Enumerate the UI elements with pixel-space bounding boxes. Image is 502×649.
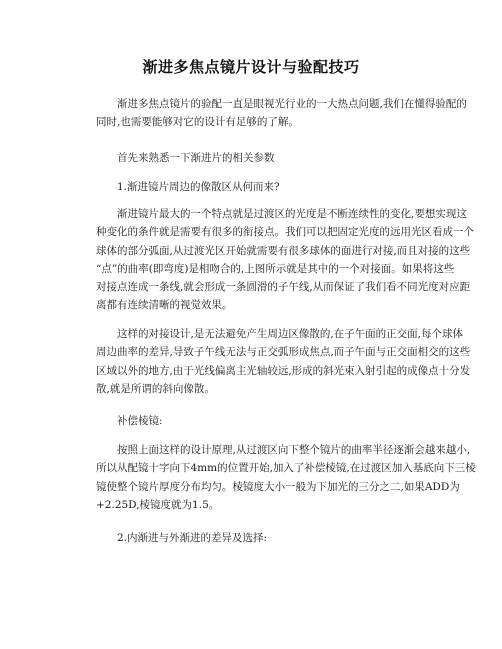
prism-heading: 补偿棱镜: (117, 415, 163, 427)
document-title: 渐进多焦点镜片设计与验配技巧 (142, 58, 360, 76)
paragraph-line: 种变化的条件就是需要有很多的衔接点。我们可以把固定光度的远用光区看成一个 (96, 226, 474, 239)
paragraph-line: 区域以外的地方,由于光线偏离主光轴较远,形成的斜光束入射引起的成像点十分发 (96, 364, 471, 377)
paragraph-line: 周边曲率的差异,导致子午线无法与正交弧形成焦点,而子午面与正交面相交的这些 (96, 346, 471, 359)
paragraph-line: 按照上面这样的设计原理,从过渡区向下整个镜片的曲率半径逐渐会越来越小, (117, 444, 471, 456)
intro-paragraph (96, 95, 467, 132)
paragraph-1 (96, 205, 474, 315)
paragraph-2 (96, 325, 471, 398)
paragraph-line: 这样的对接设计,是无法避免产生周边区像散的,在子午面的正交面,每个球体 (117, 328, 464, 340)
paragraph-line: 渐进镜片最大的一个特点就是过渡区的光度是不断连续性的变化,要想实现这 (117, 208, 467, 220)
intro-line: 同时,也需要能够对它的设计有足够的了解。 (96, 116, 299, 129)
paragraph-line: 散,就是所谓的斜向像散。 (96, 382, 215, 395)
paragraph-3 (96, 441, 476, 514)
intro-line: 渐进多焦点镜片的验配一直是眼视光行业的一大热点问题,我们在懂得验配的 (117, 98, 467, 110)
paragraph-line: 镜使整个镜片厚度分布均匀。棱镜度大小一般为下加光的三分之二,如果ADD为 (96, 480, 460, 493)
paragraph-line: 所以从配镜十字向下4mm的位置开始,加入了补偿棱镜,在过渡区加入基底向下三棱 (96, 462, 476, 475)
question-1-heading: 1.渐进镜片周边的像散区从何而来? (117, 181, 280, 193)
paragraph-line: “点”的曲率(即弯度)是相吻合的,上图所示就是其中的一个对接面。如果将这些 (96, 262, 455, 275)
question-2-heading: 2.内渐进与外渐进的差异及选择: (117, 532, 268, 544)
paragraph-line: +2.25D,棱镜度就为1.5。 (96, 498, 220, 511)
params-heading: 首先来熟悉一下渐进片的相关参数 (117, 152, 275, 164)
paragraph-line: 球体的部分弧面,从过渡光区开始就需要有很多球体的面进行对接,而且对接的这些 (96, 244, 471, 257)
paragraph-line: 对接点连成一条线,就会形成一条圆滑的子午线,从而保证了我们看不同光度对应距 (96, 281, 471, 294)
paragraph-line: 离都有连续清晰的视觉效果。 (96, 299, 233, 312)
